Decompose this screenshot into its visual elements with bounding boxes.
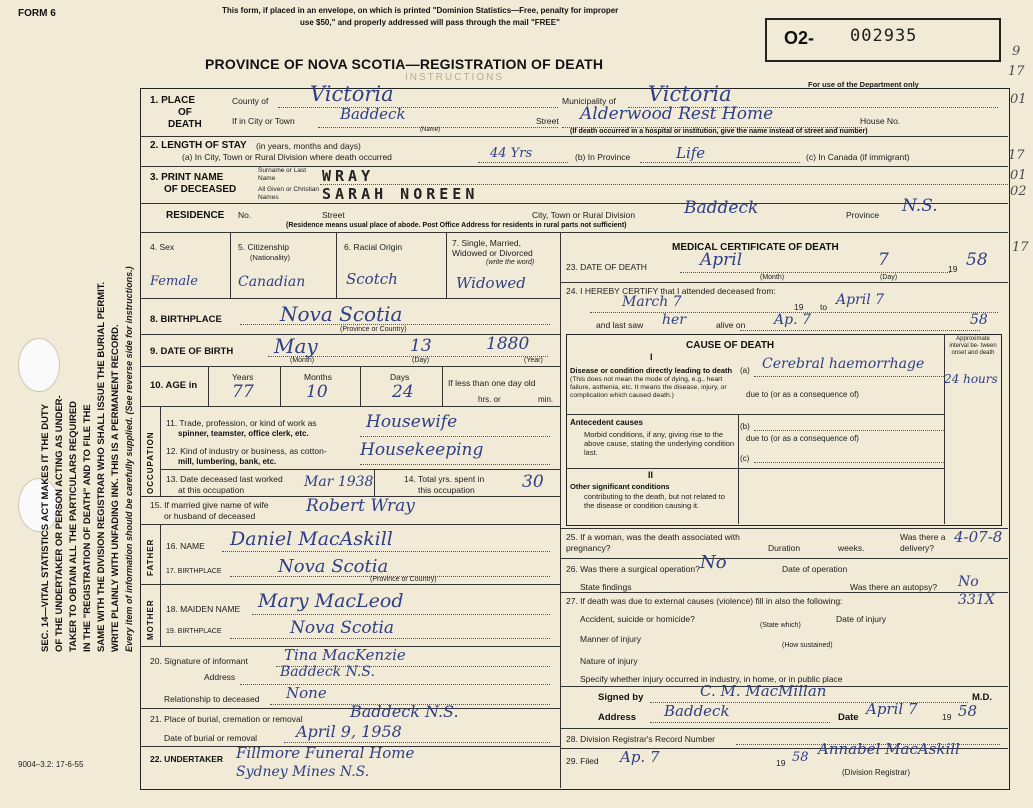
q27-label: 27. If death was due to external causes (violence) fill in also the following: bbox=[566, 596, 843, 606]
right-code-side: 17 bbox=[1012, 240, 1029, 255]
age-months-label: Months bbox=[304, 372, 332, 382]
age-years: 77 bbox=[232, 382, 254, 402]
informant-address-label: Address bbox=[204, 672, 236, 682]
occupation-side-label: OCCUPATION bbox=[146, 431, 155, 494]
print-code: 9004–3.2: 17-6-55 bbox=[18, 760, 84, 769]
dob-year: 1880 bbox=[486, 334, 530, 354]
antecedent-note: Morbid conditions, if any, giving rise to the above cause, stating the underlying condition last. bbox=[584, 430, 735, 457]
q26-findings: State findings bbox=[580, 582, 632, 592]
registrar-caption: (Division Registrar) bbox=[842, 768, 911, 777]
age-hrs: hrs. or bbox=[478, 395, 501, 404]
county-value: Victoria bbox=[310, 82, 394, 106]
filed-year: 58 bbox=[792, 750, 809, 765]
county-label: County of bbox=[232, 96, 269, 106]
father-bp-value: Nova Scotia bbox=[278, 556, 389, 577]
s3-label-b: OF DECEASED bbox=[164, 184, 237, 195]
city-name-caption: (Name) bbox=[420, 127, 441, 133]
cause-a-marker: (a) bbox=[740, 366, 750, 375]
q29-label: 29. Filed bbox=[566, 756, 599, 766]
city-value: Baddeck bbox=[340, 105, 406, 123]
dod-day-caption: (Day) bbox=[880, 274, 898, 281]
burial-date-label: Date of burial or removal bbox=[164, 733, 258, 743]
trade-label: 11. Trade, profession, or kind of work as bbox=[166, 418, 317, 428]
age-min: min. bbox=[538, 395, 554, 404]
total-years-label-b: this occupation bbox=[418, 485, 475, 495]
cause-c-marker: (c) bbox=[740, 454, 750, 463]
state-which-caption: (State which) bbox=[760, 622, 801, 629]
spouse-value: Robert Wray bbox=[306, 496, 415, 516]
racial-label: 6. Racial Origin bbox=[344, 242, 403, 252]
last-saw-value: her bbox=[662, 312, 686, 328]
other-label: Other significant conditions bbox=[570, 482, 670, 491]
cause-a-interval: 24 hours bbox=[944, 372, 998, 386]
q26-label: 26. Was there a surgical operation? bbox=[566, 564, 700, 574]
surname-value: WRAY bbox=[322, 167, 375, 185]
registrar-signature: Annabel MacAskill bbox=[818, 740, 960, 758]
date-label: Date bbox=[838, 712, 859, 723]
right-code-1: 9 bbox=[1012, 44, 1021, 59]
father-bp-caption: (Province or Country) bbox=[370, 576, 437, 583]
birthplace-label: 8. BIRTHPLACE bbox=[150, 314, 222, 325]
dod-year: 58 bbox=[966, 250, 988, 270]
industry-label-b: mill, lumbering, bank, etc. bbox=[178, 457, 277, 466]
last-worked-label: 13. Date deceased last worked bbox=[166, 474, 283, 484]
s2-label: 2. LENGTH OF STAY bbox=[150, 140, 247, 151]
medical-title: MEDICAL CERTIFICATE OF DEATH bbox=[672, 242, 839, 253]
part-one: I bbox=[650, 352, 653, 362]
dod-day: 7 bbox=[878, 250, 889, 270]
total-years-value: 30 bbox=[522, 472, 544, 492]
dob-year-caption: (Year) bbox=[524, 357, 543, 364]
father-side-label: FATHER bbox=[146, 538, 155, 576]
registration-number: 002935 bbox=[850, 26, 918, 46]
due-to-1: due to (or as a consequence of) bbox=[746, 390, 859, 399]
right-code-3: 01 bbox=[1010, 92, 1027, 107]
burial-place-value: Baddeck N.S. bbox=[350, 702, 459, 721]
manner-label: Manner of injury bbox=[580, 634, 641, 644]
q26-value: No bbox=[700, 552, 727, 573]
right-code-4: 17 bbox=[1008, 148, 1025, 163]
informant-sig-value: Tina MacKenzie bbox=[284, 646, 406, 664]
specify-label: Specify whether injury occurred in industry, in home, or in public place bbox=[580, 674, 843, 684]
margin-line-1: SEC. 14—VITAL STATISTICS ACT MAKES IT THE DUTY bbox=[40, 403, 51, 652]
municipality-value: Victoria bbox=[648, 82, 732, 106]
given-label: All Given or Christian Names bbox=[258, 186, 320, 201]
sex-value: Female bbox=[150, 274, 198, 289]
burial-date-value: April 9, 1958 bbox=[296, 722, 402, 741]
right-code-6: 02 bbox=[1010, 184, 1027, 199]
address-label: Address bbox=[598, 712, 637, 723]
last-saw-year: 58 bbox=[970, 312, 988, 328]
undertaker-address: Sydney Mines N.S. bbox=[236, 764, 370, 780]
date-year-prefix: 19 bbox=[942, 712, 952, 722]
residence-note: (Residence means usual place of abode. Post Office Address for residents in rural parts not sufficient) bbox=[286, 222, 627, 229]
direct-label: Disease or condition directly leading to death bbox=[570, 366, 733, 375]
alive-label: alive on bbox=[716, 320, 746, 330]
margin-line-3: TAKER TO OBTAIN ALL THE PARTICULARS REQUIRED bbox=[68, 400, 79, 652]
mother-bp-value: Nova Scotia bbox=[290, 618, 395, 638]
residence-street-label: Street bbox=[322, 210, 345, 220]
attended-to-prefix: to bbox=[820, 302, 828, 312]
mother-name-value: Mary MacLeod bbox=[258, 590, 404, 612]
attended-to: April 7 bbox=[836, 292, 885, 308]
certify-label: 24. I HEREBY CERTIFY that I attended deceased from: bbox=[566, 286, 776, 296]
informant-relation-value: None bbox=[286, 684, 327, 702]
surname-label: Surname or Last Name bbox=[258, 167, 307, 182]
municipality-label: Municipality of bbox=[562, 96, 616, 106]
dob-label: 9. DATE OF BIRTH bbox=[150, 346, 234, 357]
dod-year-prefix: 19 bbox=[948, 264, 958, 274]
last-worked-value: Mar 1938 bbox=[304, 474, 374, 490]
postal-line-2: use $50," and properly addressed will pass through the mail "FREE" bbox=[300, 18, 560, 27]
informant-sig-label: 20. Signature of informant bbox=[150, 656, 248, 666]
father-name-label: 16. NAME bbox=[166, 541, 205, 551]
injury-date-label: Date of injury bbox=[836, 614, 887, 624]
s2-value-a: 44 Yrs bbox=[490, 146, 533, 161]
trade-value: Housewife bbox=[366, 412, 458, 432]
racial-value: Scotch bbox=[346, 270, 398, 288]
citizenship-value: Canadian bbox=[238, 274, 306, 290]
sex-label: 4. Sex bbox=[150, 242, 175, 252]
undertaker-value: Fillmore Funeral Home bbox=[236, 744, 415, 762]
birthplace-value: Nova Scotia bbox=[280, 302, 403, 326]
residence-city-label: City, Town or Rural Division bbox=[532, 210, 636, 220]
attended-from: March 7 bbox=[622, 294, 682, 310]
age-days-label: Days bbox=[390, 372, 410, 382]
mother-side-label: MOTHER bbox=[146, 599, 155, 640]
citizenship-caption: (Nationality) bbox=[250, 253, 291, 262]
burial-place-label: 21. Place of burial, cremation or removal bbox=[150, 714, 303, 724]
cause-b-marker: (b) bbox=[740, 422, 750, 431]
street-value: Alderwood Rest Home bbox=[580, 104, 774, 124]
how-sustained-caption: (How sustained) bbox=[782, 642, 833, 649]
interval-head: Approximate interval be- tween onset and death bbox=[949, 336, 997, 356]
form-title: PROVINCE OF NOVA SCOTIA—REGISTRATION OF DEATH bbox=[205, 56, 604, 72]
dod-label: 23. DATE OF DEATH bbox=[566, 262, 647, 272]
father-bp-label: 17. BIRTHPLACE bbox=[166, 568, 222, 575]
margin-line-4: IN THE "REGISTRATION OF DEATH" AND TO FILE THE bbox=[82, 404, 93, 652]
dod-month: April bbox=[700, 250, 743, 270]
q28-label: 28. Division Registrar's Record Number bbox=[566, 734, 716, 744]
s2-label-b: (in years, months and days) bbox=[256, 141, 361, 151]
residence-province-value: N.S. bbox=[902, 196, 938, 216]
spouse-label-b: or husband of deceased bbox=[164, 511, 256, 521]
informant-relation-label: Relationship to deceased bbox=[164, 694, 260, 704]
q26-date-label: Date of operation bbox=[782, 564, 848, 574]
filed-value: Ap. 7 bbox=[620, 748, 660, 766]
q25-label: 25. If a woman, was the death associated with pregnancy? bbox=[566, 532, 740, 553]
birthplace-caption: (Province or Country) bbox=[340, 326, 407, 333]
given-value: SARAH NOREEN bbox=[322, 185, 479, 203]
autopsy-label: Was there an autopsy? bbox=[850, 582, 938, 592]
industry-label: 12. Kind of industry or business, as cotton- bbox=[166, 446, 327, 456]
attended-year-prefix: 19 bbox=[794, 302, 804, 312]
dob-month-caption: (Month) bbox=[290, 357, 315, 364]
s2-line-c: (c) In Canada (if immigrant) bbox=[806, 152, 910, 162]
house-label: House No. bbox=[860, 116, 901, 126]
q25-weeks: weeks. bbox=[838, 543, 865, 553]
ghost-instructions: INSTRUCTIONS bbox=[405, 72, 504, 83]
residence-label: RESIDENCE bbox=[166, 210, 225, 221]
cause-a-value: Cerebral haemorrhage bbox=[762, 356, 925, 372]
undertaker-label: 22. UNDERTAKER bbox=[150, 754, 224, 764]
margin-line-2: OF THE UNDERTAKER OR PERSON ACTING AS UNDER- bbox=[54, 395, 65, 652]
last-saw-date: Ap. 7 bbox=[774, 312, 811, 328]
age-days: 24 bbox=[392, 382, 414, 402]
s1-label-a: 1. PLACE bbox=[150, 95, 196, 106]
code-annotation: 331X bbox=[958, 592, 995, 608]
margin-line-7: Every item of information should be carefully supplied. (See reverse side for instructions.) bbox=[124, 266, 134, 652]
direct-note: (This does not mean the mode of dying, e.g., heart failure, asthenia, etc. It means the disease, injury, or complication which caused death.) bbox=[570, 376, 727, 399]
street-label: Street bbox=[536, 116, 559, 126]
residence-city-value: Baddeck bbox=[684, 198, 759, 218]
marital-caption: (write the word) bbox=[486, 259, 535, 266]
s2-value-b: Life bbox=[676, 144, 706, 162]
spouse-label: 15. If married give name of wife bbox=[150, 500, 269, 510]
s1-label-b: OF bbox=[178, 107, 192, 118]
form-number: FORM 6 bbox=[18, 8, 56, 19]
last-saw-label: and last saw bbox=[596, 320, 644, 330]
signed-value: C. M. MacMillan bbox=[700, 682, 827, 700]
q25-duration: Duration bbox=[768, 543, 801, 553]
residence-no-label: No. bbox=[238, 210, 252, 220]
part-two: II bbox=[648, 470, 654, 480]
margin-line-5: SAME WITH THE DIVISION REGISTRAR WHO SHALL ISSUE THE BURIAL PERMIT. bbox=[96, 281, 107, 652]
s3-label-a: 3. PRINT NAME bbox=[150, 172, 224, 183]
accident-label: Accident, suicide or homicide? bbox=[580, 614, 695, 624]
filed-year-prefix: 19 bbox=[776, 758, 786, 768]
marital-label: 7. Single, Married, Widowed or Divorced bbox=[452, 238, 533, 258]
marital-value: Widowed bbox=[456, 274, 526, 292]
registration-prefix: O2- bbox=[784, 28, 815, 48]
margin-line-6: WRITE PLAINLY WITH UNFADING INK. THIS IS A PERMANENT RECORD. bbox=[110, 324, 121, 652]
nature-label: Nature of injury bbox=[580, 656, 638, 666]
age-label: 10. AGE in bbox=[150, 380, 198, 391]
dob-day-caption: (Day) bbox=[412, 357, 430, 364]
s1-label-c: DEATH bbox=[168, 119, 202, 130]
address-value: Baddeck bbox=[664, 702, 730, 720]
last-worked-label-b: at this occupation bbox=[178, 485, 245, 495]
department-use: For use of the Department only bbox=[808, 80, 919, 89]
mother-name-label: 18. MAIDEN NAME bbox=[166, 604, 241, 614]
city-label: If in City or Town bbox=[232, 116, 295, 126]
autopsy-value: No bbox=[958, 574, 979, 590]
right-code-2: 17 bbox=[1008, 64, 1025, 79]
dod-month-caption: (Month) bbox=[760, 274, 785, 281]
right-code-5: 01 bbox=[1010, 168, 1027, 183]
s1-note: (If death occurred in a hospital or institution, give the name instead of street and number) bbox=[570, 128, 868, 135]
postal-line-1: This form, if placed in an envelope, on which is printed "Dominion Statistics—Free, penalty for improper bbox=[222, 6, 619, 15]
industry-value: Housekeeping bbox=[360, 440, 484, 460]
q25-delivery: Was there a delivery? bbox=[900, 532, 946, 553]
md-label: M.D. bbox=[972, 692, 993, 703]
stamp-annotation: 4-07-8 bbox=[954, 528, 1003, 546]
age-under-day: If less than one day old bbox=[448, 378, 536, 388]
dob-month: May bbox=[274, 334, 318, 358]
cause-title: CAUSE OF DEATH bbox=[686, 340, 775, 351]
date-value: April 7 bbox=[866, 700, 918, 718]
residence-province-label: Province bbox=[846, 210, 880, 220]
due-to-2: due to (or as a consequence of) bbox=[746, 434, 859, 443]
trade-label-b: spinner, teamster, office clerk, etc. bbox=[178, 429, 309, 438]
informant-address-value: Baddeck N.S. bbox=[280, 664, 375, 680]
total-years-label: 14. Total yrs. spent in bbox=[404, 474, 485, 484]
dob-day: 13 bbox=[410, 336, 432, 356]
other-note: contributing to the death, but not related to the disease or condition causing it. bbox=[584, 492, 725, 510]
antecedent-label: Antecedent causes bbox=[570, 418, 643, 427]
date-year: 58 bbox=[958, 702, 978, 720]
s2-line-b: (b) In Province bbox=[575, 152, 631, 162]
citizenship-label: 5. Citizenship bbox=[238, 242, 290, 252]
age-months: 10 bbox=[306, 382, 328, 402]
father-name-value: Daniel MacAskill bbox=[230, 528, 393, 550]
signed-label: Signed by bbox=[598, 692, 644, 703]
punch-hole-top bbox=[18, 338, 60, 392]
s2-line-a: (a) In City, Town or Rural Division where death occurred bbox=[182, 152, 392, 162]
mother-bp-label: 19. BIRTHPLACE bbox=[166, 628, 222, 635]
age-years-label: Years bbox=[232, 372, 254, 382]
